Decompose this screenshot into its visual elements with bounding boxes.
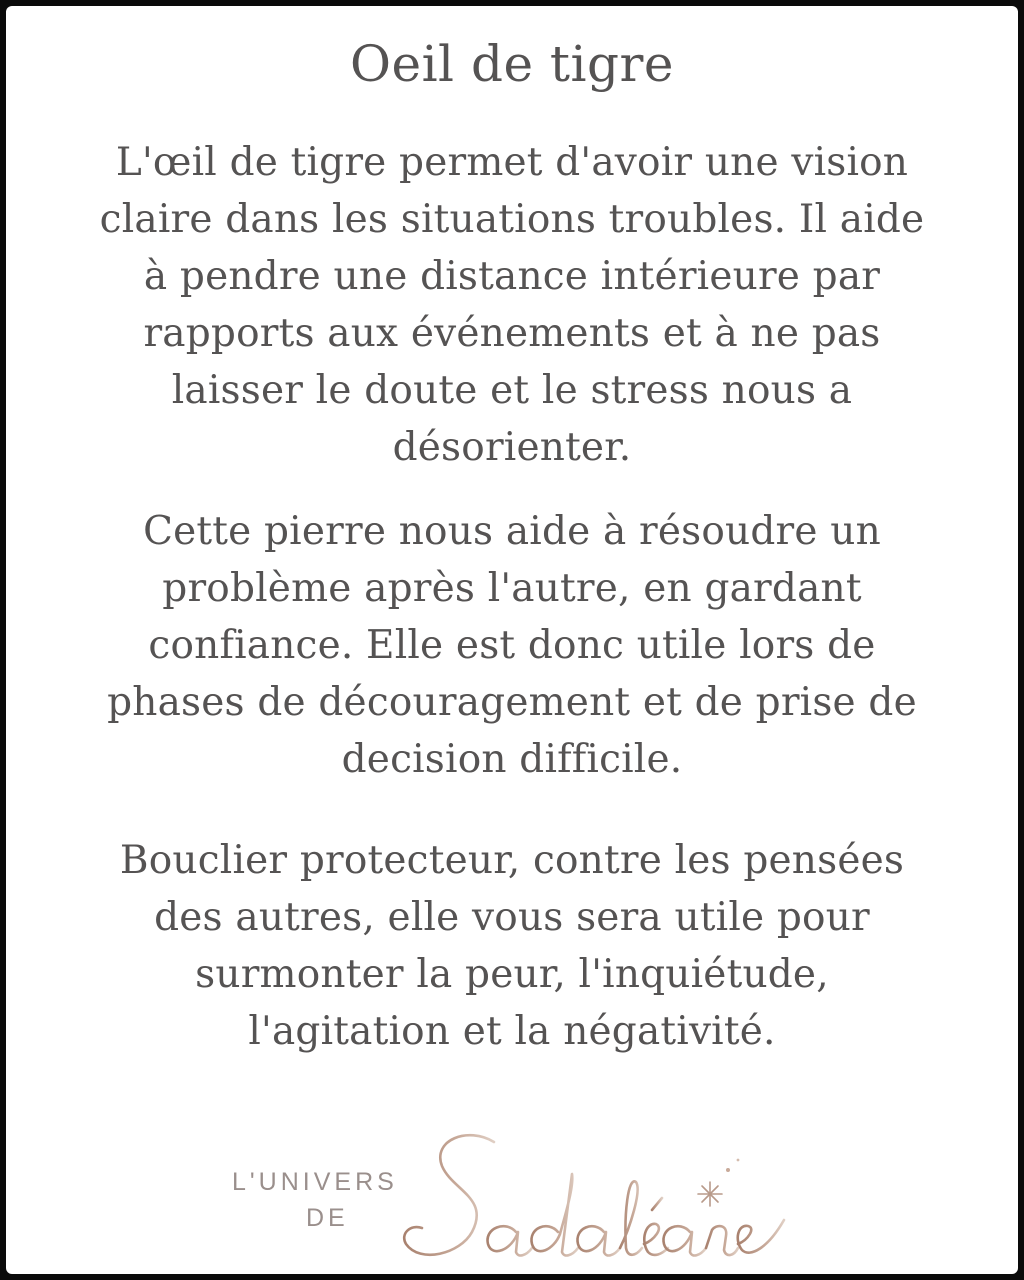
paragraph-line: à pendre une distance intérieure par bbox=[143, 254, 881, 299]
logo-script-signature bbox=[398, 1124, 788, 1274]
paragraph-3 bbox=[20, 832, 1004, 1060]
logo-script-icon bbox=[398, 1124, 788, 1274]
logo-script-label bbox=[398, 1124, 399, 1125]
paragraph-line: désorienter. bbox=[392, 425, 632, 470]
paragraph-line: problème après l'autre, en gardant bbox=[162, 566, 862, 611]
logo-text-line2: DE bbox=[306, 1204, 349, 1232]
paragraph-line: surmonter la peur, l'inquiétude, bbox=[195, 952, 829, 997]
paragraph-line: decision difficile. bbox=[341, 737, 683, 782]
page-title: Oeil de tigre bbox=[349, 35, 675, 93]
paragraph-line: rapports aux événements et à ne pas bbox=[143, 311, 881, 356]
paragraph-line: confiance. Elle est donc utile lors de bbox=[148, 623, 876, 668]
paragraph-2 bbox=[20, 503, 1004, 788]
paragraph-line: phases de découragement et de prise de bbox=[107, 680, 917, 725]
brand-logo bbox=[228, 1124, 788, 1274]
paragraph-line: des autres, elle vous sera utile pour bbox=[154, 895, 870, 940]
paragraph-line: Bouclier protecteur, contre les pensées bbox=[119, 838, 905, 883]
text-card bbox=[6, 6, 1018, 1274]
logo-text-line1: L'UNIVERS bbox=[232, 1168, 398, 1196]
paragraph-line: laisser le doute et le stress nous a bbox=[171, 368, 853, 413]
paragraph-line: claire dans les situations troubles. Il aide bbox=[99, 197, 925, 242]
paragraph-line: Cette pierre nous aide à résoudre un bbox=[143, 509, 881, 554]
paragraph-line: l'agitation et la négativité. bbox=[248, 1009, 776, 1054]
paragraph-1 bbox=[20, 134, 1004, 476]
paragraph-line: L'œil de tigre permet d'avoir une vision bbox=[115, 140, 909, 185]
